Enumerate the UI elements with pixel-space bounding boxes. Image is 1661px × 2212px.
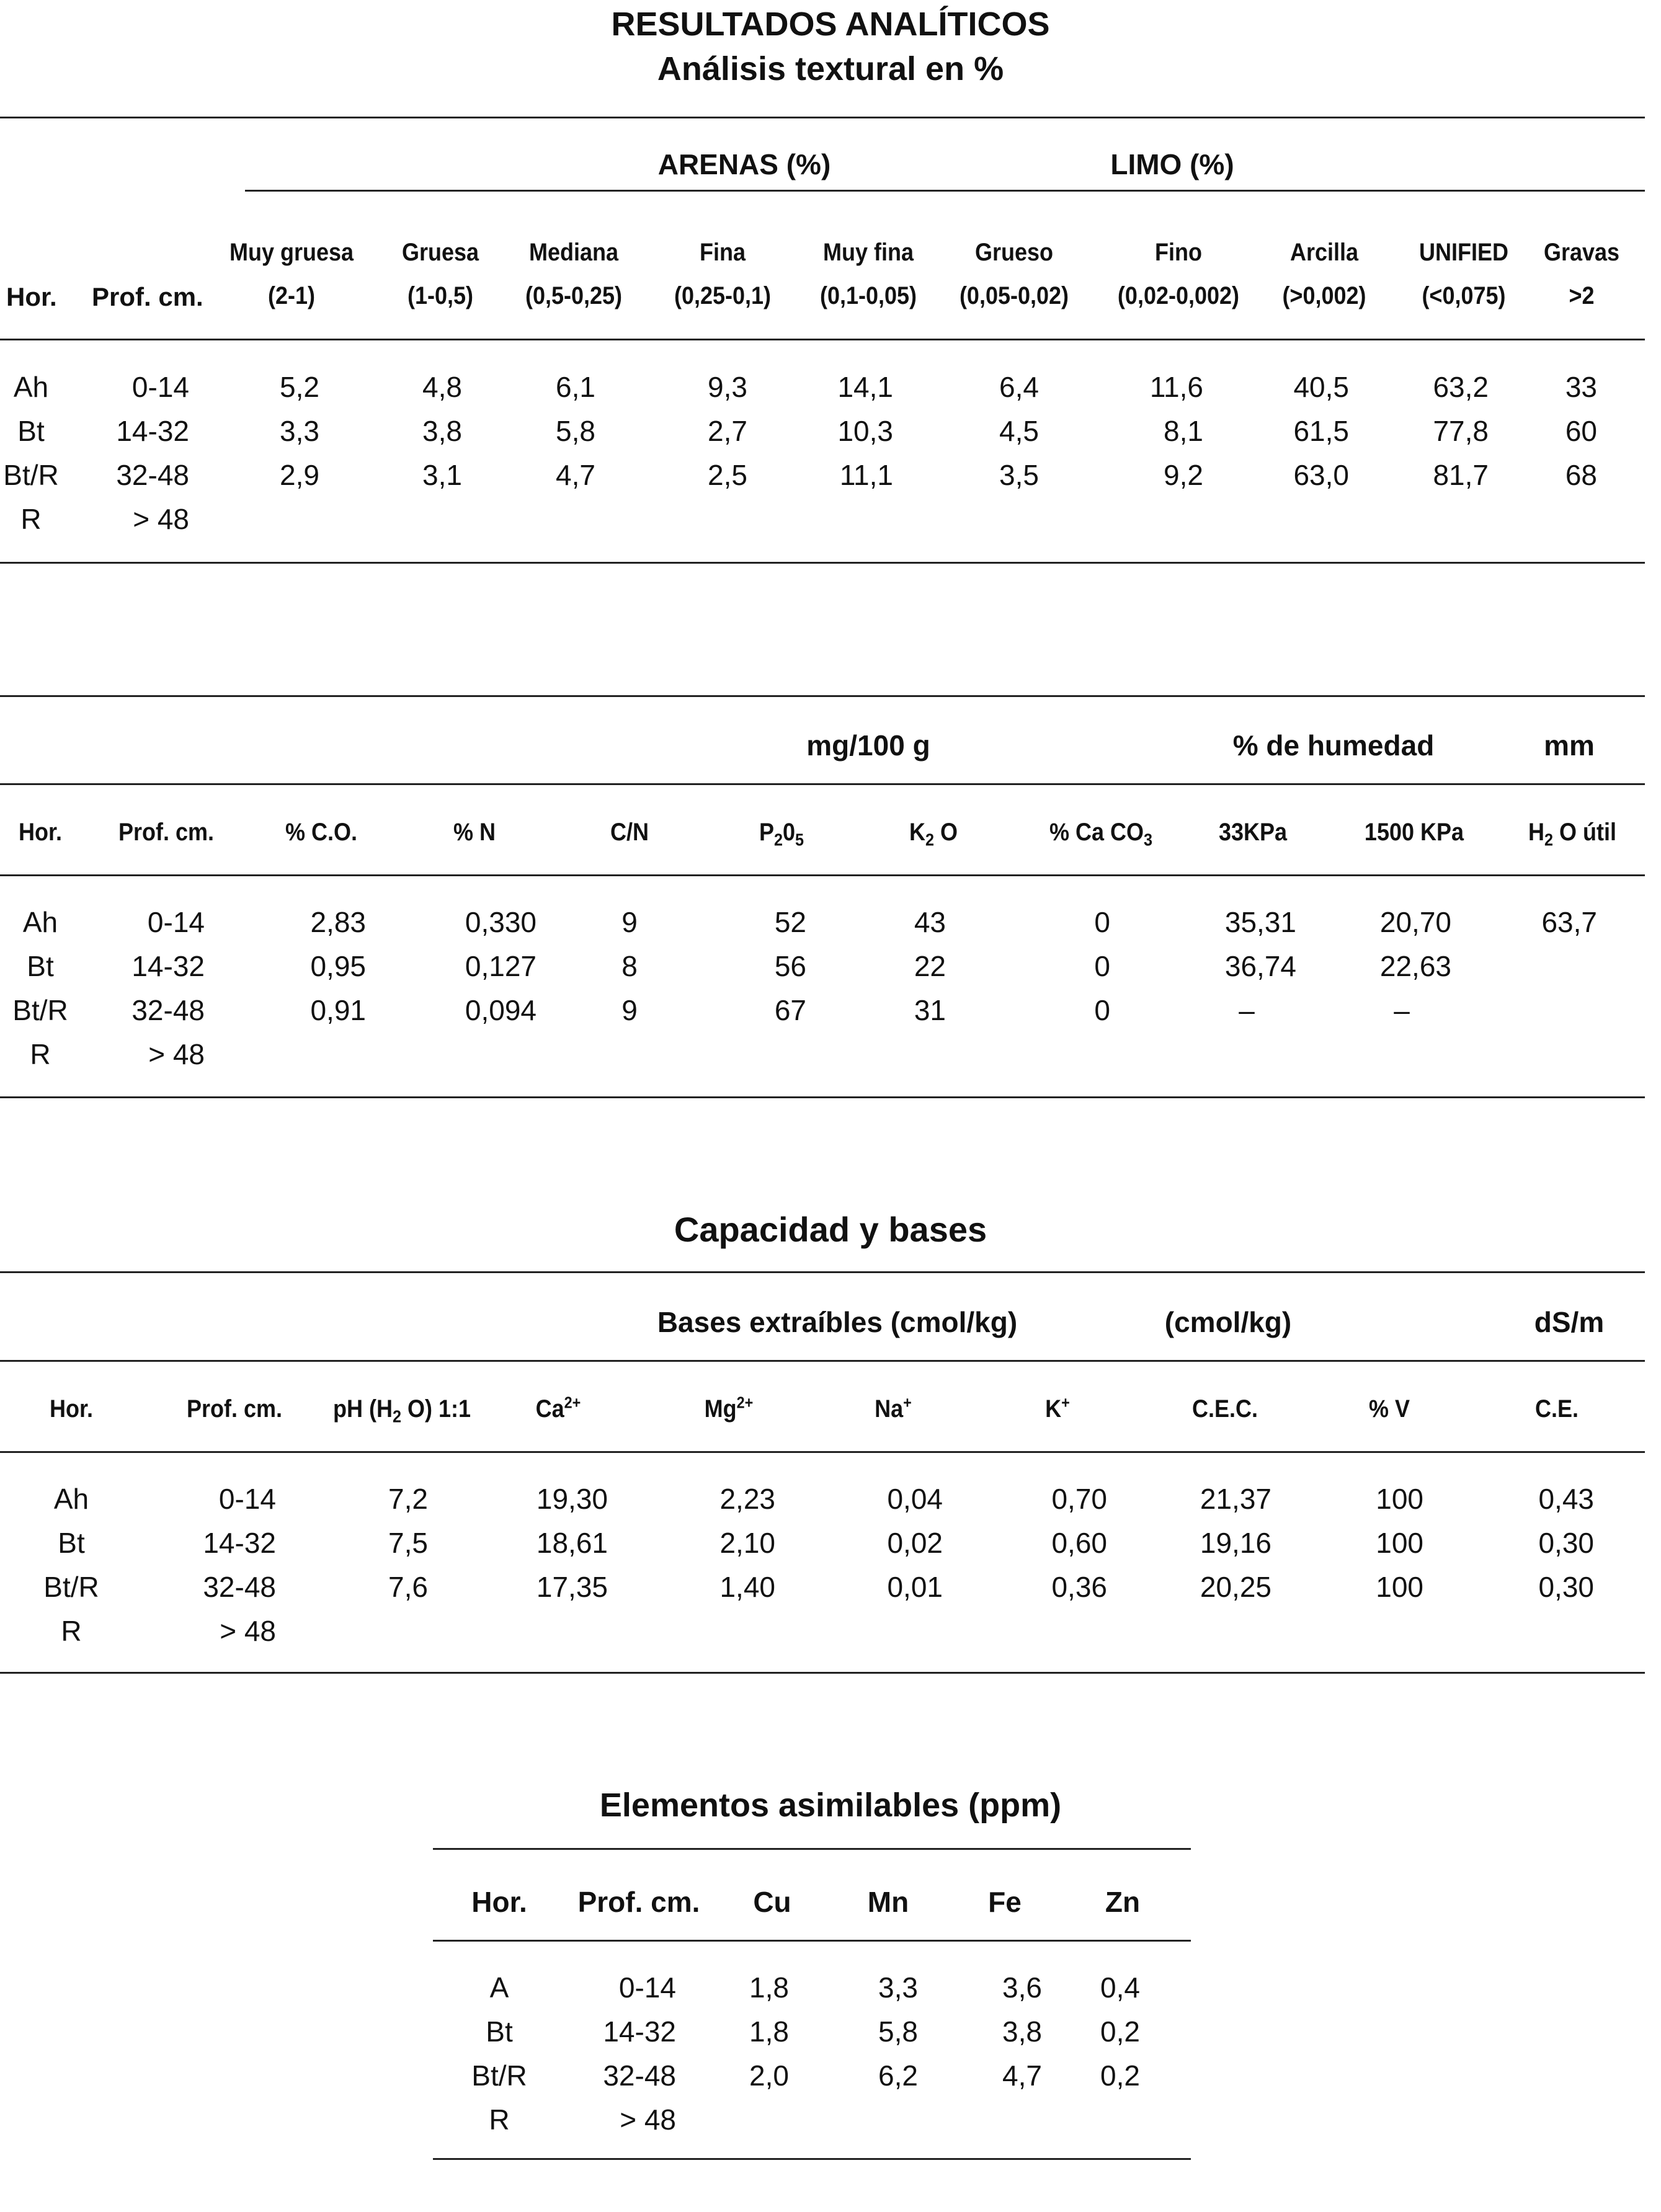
bases-table-title: Capacidad y bases: [674, 1210, 987, 1249]
micro-cell-r1-c0: Bt: [486, 2015, 513, 2048]
bases-cell-r0-c9: 0,43: [1538, 1483, 1594, 1515]
om-cell-r1-c9: 22,63: [1379, 950, 1451, 982]
silt-group-header: LIMO (%): [1110, 148, 1234, 180]
ca-text: Ca: [535, 1395, 564, 1423]
texture-cell-r0-c11: 33: [1565, 371, 1597, 403]
texture-col-header-7-top: Arcilla: [1289, 239, 1359, 266]
om-cell-r0-c7: 0: [1094, 906, 1110, 938]
bases-cell-r3-c0: R: [61, 1615, 82, 1647]
texture-col-header-7-bottom: (>0,002): [1282, 282, 1366, 309]
micro-header-rule: [433, 1940, 1191, 1942]
micro-col-header-5: Zn: [1105, 1886, 1141, 1918]
om-col-header-8: 33KPa: [1218, 819, 1288, 846]
k-sup: +: [1061, 1393, 1070, 1412]
texture-col-header-9-top: Gravas: [1543, 239, 1620, 266]
bases-cell-r0-c0: Ah: [53, 1483, 89, 1515]
texture-cell-r2-c2: 2,9: [280, 459, 319, 491]
cmol-group-header: (cmol/kg): [1164, 1306, 1292, 1338]
texture-col-header-0-bottom: (2-1): [267, 282, 315, 309]
texture-col-header-4-bottom: (0,1-0,05): [819, 282, 917, 309]
k2o-sub2: 2: [925, 830, 934, 850]
bases-cell-r1-c8: 100: [1376, 1527, 1423, 1559]
texture-cell-r3-c1: > 48: [133, 503, 189, 535]
bases-bottom-rule: [0, 1672, 1645, 1674]
micro-cell-r2-c5: 0,2: [1100, 2059, 1140, 2092]
texture-cell-r2-c10: 81,7: [1433, 459, 1489, 491]
h2o-sub2: 2: [1544, 830, 1554, 850]
micro-cell-r1-c2: 1,8: [749, 2015, 789, 2048]
texture-cell-r3-c0: R: [20, 503, 42, 535]
texture-cell-r1-c4: 5,8: [556, 415, 595, 447]
texture-col-header-8-top: UNIFIED: [1419, 239, 1508, 266]
texture-col-header-0-top: Muy gruesa: [229, 239, 354, 266]
micro-cell-r3-c1: > 48: [620, 2103, 676, 2136]
om-col-header-0: Hor.: [18, 819, 63, 846]
texture-cell-r0-c7: 6,4: [999, 371, 1039, 403]
bases-cell-r0-c5: 0,04: [887, 1483, 943, 1515]
k2o-k: K: [909, 819, 925, 846]
micro-cell-r1-c4: 3,8: [1002, 2015, 1042, 2048]
bases-cell-r3-c1: > 48: [220, 1615, 276, 1647]
texture-cell-r1-c7: 4,5: [999, 415, 1039, 447]
texture-cell-r0-c1: 0-14: [131, 371, 189, 403]
bases-cell-r2-c2: 7,6: [388, 1571, 428, 1603]
om-cell-r2-c1: 32-48: [131, 994, 205, 1026]
bases-cell-r0-c6: 0,70: [1051, 1483, 1107, 1515]
micro-cell-r3-c0: R: [489, 2103, 510, 2136]
texture-cell-r2-c1: 32-48: [116, 459, 189, 491]
om-cell-r1-c0: Bt: [27, 950, 54, 982]
bases-col-header-8: % V: [1368, 1395, 1410, 1423]
bases-cell-r2-c3: 17,35: [536, 1571, 608, 1603]
om-cell-r1-c3: 0,127: [465, 950, 537, 982]
om-cell-r0-c9: 20,70: [1379, 906, 1451, 938]
om-cell-r0-c4: 9: [621, 906, 638, 938]
om-cell-r1-c4: 8: [621, 950, 638, 982]
texture-group-rule: [245, 190, 1645, 192]
ph-ratio: O) 1:1: [401, 1395, 471, 1423]
micro-col-header-1: Prof. cm.: [577, 1886, 700, 1918]
om-cell-r0-c6: 43: [914, 906, 946, 938]
bases-cell-r2-c5: 0,01: [887, 1571, 943, 1603]
h2o-text: O útil: [1553, 819, 1617, 846]
texture-cell-r2-c7: 3,5: [999, 459, 1039, 491]
texture-cell-r2-c3: 3,1: [422, 459, 462, 491]
micro-col-header-4: Fe: [988, 1886, 1022, 1918]
micro-top-rule: [433, 1848, 1191, 1850]
om-cell-r1-c1: 14-32: [131, 950, 205, 982]
bases-cell-r2-c0: Bt/R: [43, 1571, 99, 1603]
bases-cell-r1-c1: 14-32: [203, 1527, 276, 1559]
texture-cell-r1-c10: 77,8: [1433, 415, 1489, 447]
om-bottom-rule: [0, 1096, 1645, 1098]
bases-cell-r1-c4: 2,10: [719, 1527, 775, 1559]
texture-cell-r2-c5: 2,5: [708, 459, 747, 491]
texture-cell-r1-c2: 3,3: [280, 415, 319, 447]
bases-col-header-1: Prof. cm.: [186, 1395, 283, 1423]
texture-cell-r1-c11: 60: [1565, 415, 1597, 447]
micro-cell-r1-c3: 5,8: [878, 2015, 918, 2048]
bases-cell-r1-c7: 19,16: [1200, 1527, 1271, 1559]
om-cell-r1-c8: 36,74: [1224, 950, 1296, 982]
texture-hor-header: Hor.: [6, 282, 57, 311]
texture-cell-r0-c3: 4,8: [422, 371, 462, 403]
micro-cell-r0-c1: 0-14: [618, 1971, 676, 2004]
h2o-h: H: [1528, 819, 1544, 846]
texture-cell-r2-c9: 63,0: [1293, 459, 1349, 491]
om-cell-r2-c8: –: [1239, 994, 1255, 1026]
om-cell-r1-c6: 22: [914, 950, 946, 982]
bases-group-header: Bases extraíbles (cmol/kg): [657, 1306, 1018, 1338]
bases-cell-r0-c8: 100: [1376, 1483, 1423, 1515]
bases-cell-r1-c5: 0,02: [887, 1527, 943, 1559]
texture-cell-r0-c6: 14,1: [837, 371, 893, 403]
om-cell-r2-c6: 31: [914, 994, 946, 1026]
om-cell-r2-c2: 0,91: [310, 994, 366, 1026]
bases-cell-r0-c2: 7,2: [388, 1483, 428, 1515]
micro-cell-r2-c0: Bt/R: [471, 2059, 527, 2092]
om-cell-r2-c3: 0,094: [465, 994, 537, 1026]
om-col-header-6: [839, 819, 1028, 850]
bases-cell-r0-c4: 2,23: [719, 1483, 775, 1515]
caco3-text: % Ca CO: [1049, 819, 1144, 846]
om-col-header-3: % N: [453, 819, 496, 846]
texture-top-rule: [0, 117, 1645, 118]
ph-sub2: 2: [392, 1406, 401, 1426]
texture-cell-r0-c10: 63,2: [1433, 371, 1489, 403]
k-text: K: [1045, 1395, 1062, 1423]
texture-col-header-6-bottom: (0,02-0,002): [1117, 282, 1240, 309]
micro-col-header-2: Cu: [753, 1886, 791, 1918]
om-cell-r0-c8: 35,31: [1224, 906, 1296, 938]
caco3-sub3: 3: [1144, 830, 1153, 850]
texture-cell-r2-c11: 68: [1565, 459, 1597, 491]
micro-cell-r0-c5: 0,4: [1100, 1971, 1140, 2004]
micro-cell-r2-c2: 2,0: [749, 2059, 789, 2092]
micro-col-header-0: Hor.: [471, 1886, 527, 1918]
texture-cell-r2-c6: 11,1: [839, 459, 893, 491]
om-cell-r1-c7: 0: [1094, 950, 1110, 982]
om-top-rule: [0, 695, 1645, 697]
micro-cell-r1-c5: 0,2: [1100, 2015, 1140, 2048]
texture-cell-r0-c9: 40,5: [1293, 371, 1349, 403]
om-cell-r1-c2: 0,95: [310, 950, 366, 982]
om-cell-r3-c0: R: [30, 1038, 51, 1070]
om-cell-r0-c3: 0,330: [465, 906, 537, 938]
micro-cell-r0-c2: 1,8: [749, 1971, 789, 2004]
om-header-rule: [0, 874, 1645, 876]
micro-cell-r2-c1: 32-48: [603, 2059, 676, 2092]
om-cell-r2-c7: 0: [1094, 994, 1110, 1026]
p2o5-sub5: 5: [795, 830, 804, 850]
om-cell-r0-c5: 52: [774, 906, 806, 938]
texture-col-header-2-top: Mediana: [528, 239, 619, 266]
texture-cell-r1-c6: 10,3: [837, 415, 893, 447]
ca-sup: 2+: [564, 1393, 581, 1412]
texture-table-title: Análisis textural en %: [657, 50, 1004, 87]
micro-cell-r2-c4: 4,7: [1002, 2059, 1042, 2092]
na-text: Na: [875, 1395, 904, 1423]
texture-cell-r2-c4: 4,7: [556, 459, 595, 491]
om-cell-r3-c1: > 48: [148, 1038, 205, 1070]
bases-cell-r1-c2: 7,5: [388, 1527, 428, 1559]
bases-cell-r2-c9: 0,30: [1538, 1571, 1594, 1603]
bases-cell-r1-c0: Bt: [58, 1527, 85, 1559]
bases-col-header-0: Hor.: [49, 1395, 94, 1423]
om-cell-r2-c4: 9: [621, 994, 638, 1026]
p2o5-o: 0: [782, 819, 796, 846]
bases-cell-r1-c6: 0,60: [1051, 1527, 1107, 1559]
om-cell-r2-c5: 67: [774, 994, 806, 1026]
om-cell-r0-c10: 63,7: [1541, 906, 1597, 938]
bases-group-rule: [0, 1360, 1645, 1362]
bases-cell-r0-c3: 19,30: [536, 1483, 608, 1515]
texture-prof-header: Prof. cm.: [92, 282, 203, 311]
micro-cell-r0-c4: 3,6: [1002, 1971, 1042, 2004]
om-cell-r0-c2: 2,83: [310, 906, 366, 938]
bases-cell-r0-c1: 0-14: [218, 1483, 276, 1515]
ph-text: pH (H: [332, 1395, 393, 1423]
k2o-o: O: [933, 819, 958, 846]
texture-cell-r1-c9: 61,5: [1293, 415, 1349, 447]
micro-cell-r0-c0: A: [489, 1971, 509, 2004]
bases-col-header-7: C.E.C.: [1191, 1395, 1258, 1423]
bases-header-rule: [0, 1451, 1645, 1453]
om-col-header-9: 1500 KPa: [1364, 819, 1464, 846]
texture-header-rule: [0, 339, 1645, 340]
bases-cell-r2-c1: 32-48: [203, 1571, 276, 1603]
texture-col-header-5-bottom: (0,05-0,02): [959, 282, 1069, 309]
texture-cell-r1-c0: Bt: [17, 415, 45, 447]
micro-cell-r0-c3: 3,3: [878, 1971, 918, 2004]
texture-col-header-3-bottom: (0,25-0,1): [674, 282, 772, 309]
micro-cell-r1-c1: 14-32: [603, 2015, 676, 2048]
om-cell-r1-c5: 56: [774, 950, 806, 982]
micro-col-header-3: Mn: [867, 1886, 909, 1918]
om-col-header-2: % C.O.: [285, 819, 358, 846]
texture-col-header-9-bottom: >2: [1569, 282, 1595, 309]
texture-cell-r0-c4: 6,1: [556, 371, 595, 403]
om-cell-r2-c9: –: [1394, 994, 1410, 1026]
texture-cell-r1-c8: 8,1: [1164, 415, 1203, 447]
om-cell-r0-c1: 0-14: [147, 906, 205, 938]
texture-cell-r1-c3: 3,8: [422, 415, 462, 447]
humidity-group-header: % de humedad: [1232, 729, 1435, 762]
mg-sup: 2+: [736, 1393, 754, 1412]
texture-col-header-4-top: Muy fina: [822, 239, 914, 266]
om-col-header-10: [1477, 819, 1661, 850]
om-group-rule: [0, 783, 1645, 785]
document-title: RESULTADOS ANALÍTICOS: [611, 6, 1050, 43]
texture-col-header-1-top: Gruesa: [401, 239, 479, 266]
bases-cell-r2-c4: 1,40: [719, 1571, 775, 1603]
texture-col-header-5-top: Grueso: [974, 239, 1054, 266]
texture-cell-r2-c0: Bt/R: [3, 459, 59, 491]
sands-group-header: ARENAS (%): [657, 148, 831, 180]
na-sup: +: [903, 1393, 912, 1412]
texture-cell-r0-c5: 9,3: [708, 371, 747, 403]
om-cell-r0-c0: Ah: [22, 906, 58, 938]
bases-cell-r2-c8: 100: [1376, 1571, 1423, 1603]
texture-cell-r0-c2: 5,2: [280, 371, 319, 403]
p2o5-p: P: [759, 819, 774, 846]
mm-group-header: mm: [1544, 729, 1595, 762]
texture-col-header-6-top: Fino: [1155, 239, 1202, 266]
texture-col-header-8-bottom: (<0,075): [1422, 282, 1506, 309]
mg-group-header: mg/100 g: [806, 729, 930, 762]
bases-cell-r0-c7: 21,37: [1200, 1483, 1271, 1515]
micro-bottom-rule: [433, 2158, 1191, 2160]
texture-col-header-1-bottom: (1-0,5): [407, 282, 474, 309]
texture-col-header-3-top: Fina: [699, 239, 746, 266]
bases-cell-r2-c6: 0,36: [1051, 1571, 1107, 1603]
texture-col-header-2-bottom: (0,5-0,25): [525, 282, 623, 309]
texture-cell-r0-c8: 11,6: [1149, 371, 1203, 403]
dsm-group-header: dS/m: [1534, 1306, 1605, 1338]
bases-cell-r1-c3: 18,61: [536, 1527, 608, 1559]
micro-table-title: Elementos asimilables (ppm): [599, 1787, 1062, 1824]
texture-bottom-rule: [0, 562, 1645, 564]
texture-cell-r1-c5: 2,7: [708, 415, 747, 447]
bases-cell-r2-c7: 20,25: [1200, 1571, 1271, 1603]
bases-top-rule: [0, 1271, 1645, 1273]
bases-cell-r1-c9: 0,30: [1538, 1527, 1594, 1559]
texture-cell-r1-c1: 14-32: [116, 415, 189, 447]
texture-cell-r2-c8: 9,2: [1164, 459, 1203, 491]
bases-col-header-9: C.E.: [1534, 1395, 1579, 1423]
om-col-header-1: Prof. cm.: [118, 819, 215, 846]
texture-cell-r0-c0: Ah: [13, 371, 49, 403]
mg-text: Mg: [704, 1395, 737, 1423]
om-col-header-4: C/N: [610, 819, 649, 846]
p2o5-sub2: 2: [773, 830, 783, 850]
om-cell-r2-c0: Bt/R: [12, 994, 68, 1026]
micro-cell-r2-c3: 6,2: [878, 2059, 918, 2092]
